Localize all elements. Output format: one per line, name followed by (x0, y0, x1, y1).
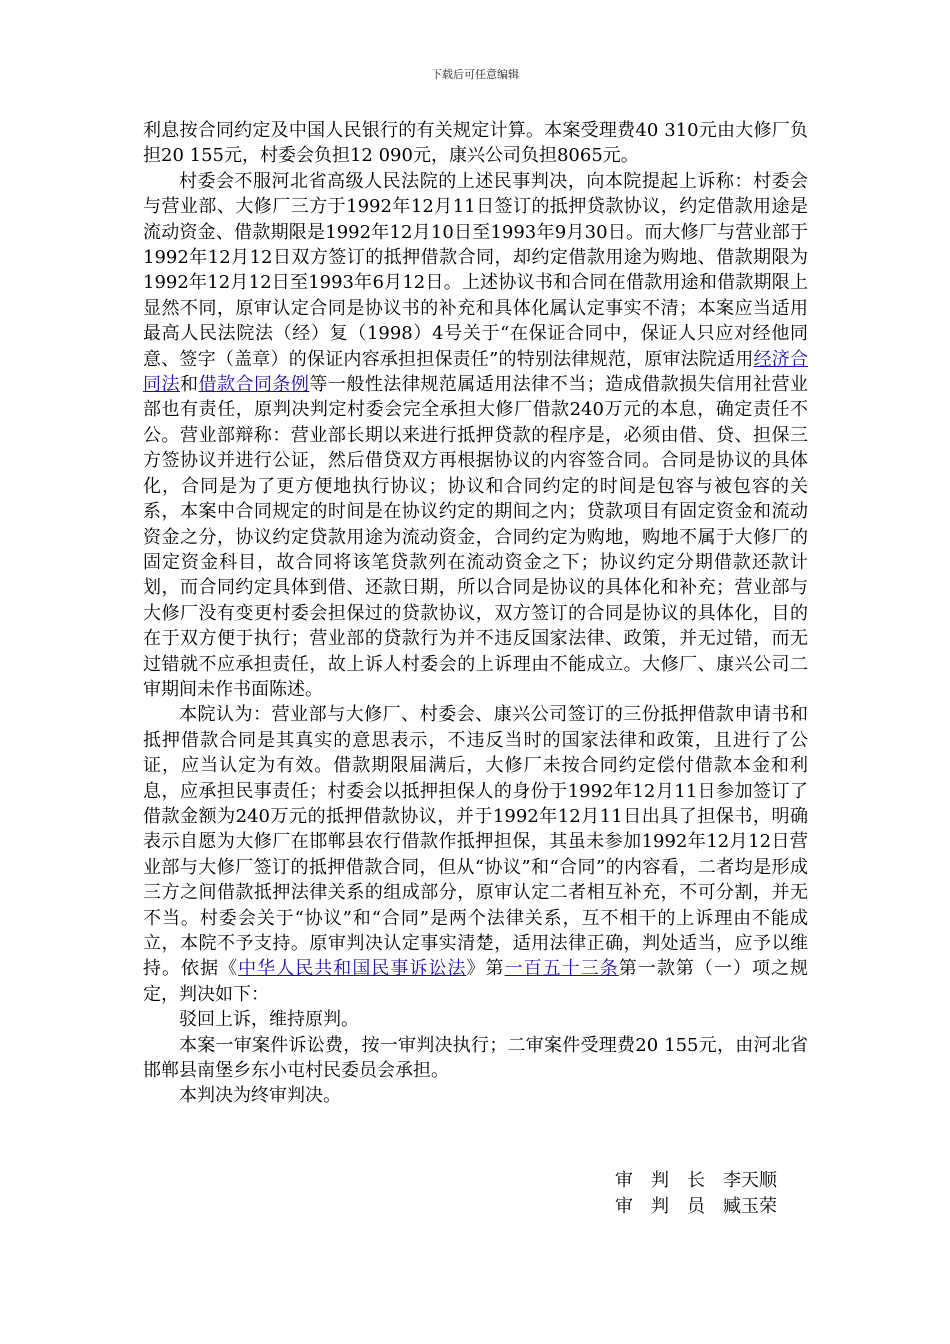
link-loan-contract-regulations[interactable]: 借款合同条例 (198, 374, 310, 396)
paragraph-final: 本判决为终审判决。 (179, 1085, 341, 1107)
paragraph-ruling: 驳回上诉，维持原判。 (179, 1009, 359, 1031)
paragraph-text: 村委会不服河北省高级人民法院的上述民事判决，向本院提起上诉称：村委会与营业部、大修厂三方于1992年12月11日签订的抵押贷款协议，约定借款用途是流动资金、借款期限是1992年12月10日至1993年9月30日。而大修厂与营业部于1992年12月12日双方签订的抵押借款合同，却约定借款用途为购地、借款期限为1992年12月12日至1993年6月12日。上述协议书和合同在借款用途和借款期限上显然不同，原审认定合同是协议书的补充和具体化属认定事实不清；本案应当适用最高人民法院法（经）复（1998）4号关于“在保证合同中，保证人只应对经他同意、签字（盖章）的保证内容承担担保责任”的特别法律规范，原审法院适用 (143, 170, 808, 370)
judgment-body (143, 118, 808, 1109)
paragraph-court-opinion (143, 702, 808, 1007)
paragraph-text: 等一般性法律规范属适用法律不当；造成借款损失信用社营业部也有责任，原判决判定村委会完全承担大修厂借款240万元的本息，确定责任不公。营业部辩称：营业部长期以来进行抵押贷款的程序是，必须由借、贷、担保三方签协议并进行公证，然后借贷双方再根据协议的内容签合同。合同是协议的具体化，合同是为了更方便地执行协议；协议和合同约定的时间是包容与被包容的关系，本案中合同规定的时间是在协议约定的期间之内；贷款项目有固定资金和流动资金之分，协议约定贷款用途为流动资金，合同约定为购地，购地不属于大修厂的固定资金科目，故合同将该笔贷款列在流动资金之下；协议约定分期借款还款计划，而合同约定具体到借、还款日期，所以合同是协议的具体化和补充；营业部与大修厂没有变更村委会担保过的贷款协议，双方签订的合同是协议的具体化，目的在于双方便于执行；营业部的贷款行为并不违反国家法律、政策，并无过错，而无过错就不应承担责任，故上诉人村委会的上诉理由不能成立。大修厂、康兴公司二审期间未作书面陈述。 (143, 374, 809, 700)
paragraph-text: 》第 (466, 958, 505, 980)
link-article-153[interactable]: 一百五十三条 (504, 958, 619, 980)
paragraph-text: 和 (179, 374, 199, 396)
paragraph-text: 本院认为：营业部与大修厂、村委会、康兴公司签订的三份抵押借款申请书和抵押借款合同是其真实的意思表示，不违反当时的国家法律和政策，且进行了公证，应当认定为有效。借款期限届满后，大修厂未按合同约定偿付借款本金和利息，应承担民事责任；村委会以抵押担保人的身份于1992年12月11日参加签订了借款金额为240万元的抵押借款协议，并于1992年12月11日出具了担保书，明确表示自愿为大修厂在邯郸县农行借款作抵押担保，其虽未参加1992年12月12日营业部与大修厂签订的抵押借款合同，但从“协议”和“合同”的内容看，二者均是形成三方之间借款抵押法律关系的组成部分，原审认定二者相互补充，不可分割，并无不当。村委会关于“协议”和“合同”是两个法律关系，互不相干的上诉理由不能成立，本院不予支持。原审判决认定事实清楚，适用法律正确，判处适当，应予以维持。依据《 (143, 704, 808, 980)
signature-judge: 审 判 员 臧玉荣 (615, 1196, 777, 1217)
link-civil-procedure-law[interactable]: 中华人民共和国民事诉讼法 (238, 958, 467, 980)
paragraph-costs: 利息按合同约定及中国人民银行的有关规定计算。本案受理费40 310元由大修厂负担20 155元，村委会负担12 090元，康兴公司负担8065元。 (143, 120, 808, 167)
paragraph-fees: 本案一审案件诉讼费，按一审判决执行；二审案件受理费20 155元，由河北省邯郸县南堡乡东小屯村民委员会承担。 (143, 1034, 808, 1082)
link-economic-contract-law[interactable]: 经济合同法 (143, 348, 808, 396)
paragraph-text: 第一款第（一）项之规定，判决如下： (143, 958, 809, 1005)
signature-presiding-judge: 审 判 长 李天顺 (615, 1170, 777, 1191)
paragraph-appeal (143, 169, 808, 703)
header-note: 下载后可任意编辑 (431, 68, 519, 81)
